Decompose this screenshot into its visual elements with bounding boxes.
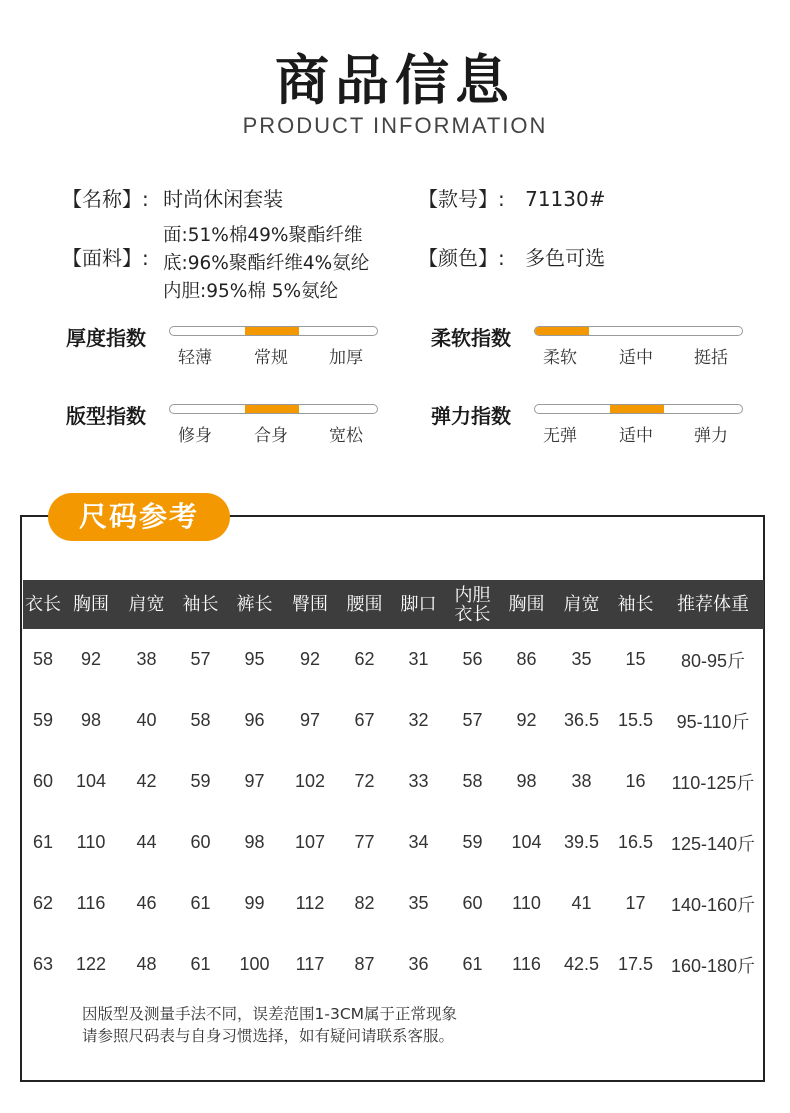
size-chart-title: 尺码参考 [48,493,230,541]
size-note-line: 请参照尺码表与自身习惯选择，如有疑问请联系客服。 [82,1027,455,1045]
thickness-index-bar [169,326,378,336]
table-cell: 92 [516,710,537,730]
material-line: 内胆:95%棉 5%氨纶 [163,281,339,302]
softness-index-fill [535,327,589,335]
table-cell: 38 [571,771,592,791]
table-cell: 36.5 [563,710,600,730]
size-table-header-cell: 衣长 [23,580,63,629]
table-row [23,812,764,873]
table-cell: 112 [295,893,325,913]
table-cell: 57 [190,649,211,669]
table-cell: 98 [80,710,102,730]
table-cell: 82 [354,893,375,913]
page-title: 商品信息 [275,49,515,112]
product-model-label: 【款号】: [418,187,505,211]
size-table-header-cell: 裤长 [227,580,282,629]
size-table-header-cell: 胸围 [499,580,554,629]
table-cell: 72 [354,771,375,791]
table-cell: 140-160斤 [670,894,756,915]
table-cell: 95-110斤 [676,711,750,732]
table-cell: 87 [354,954,375,974]
elasticity-tick: 无弹 [543,426,577,446]
table-cell: 116 [512,954,541,974]
table-cell: 98 [516,771,537,791]
material-label: 【面料】: [62,246,149,270]
table-cell: 125-140斤 [670,833,756,854]
table-row [23,751,764,812]
size-table-header-cell: 脚口 [391,580,446,629]
size-table [23,580,764,995]
table-cell: 36 [408,954,429,974]
material-line: 底:96%聚酯纤维4%氨纶 [163,253,370,274]
size-table-header-cell: 袖长 [174,580,227,629]
product-name-row [62,183,283,212]
size-note-line: 因版型及测量手法不同，误差范围1-3CM属于正常现象 [82,1005,458,1023]
product-name-value: 时尚休闲套装 [163,187,284,211]
table-row [23,629,764,690]
table-cell: 97 [299,710,321,730]
table-cell: 33 [408,771,429,791]
table-cell: 61 [32,832,54,852]
table-cell: 59 [190,771,211,791]
table-cell: 99 [244,893,265,913]
table-cell: 97 [244,771,265,791]
table-cell: 92 [299,649,321,669]
table-cell: 57 [462,710,483,730]
table-cell: 46 [136,893,157,913]
table-cell: 77 [354,832,375,852]
table-cell: 42 [136,771,157,791]
elasticity-index-bar [534,404,743,414]
table-cell: 62 [354,649,375,669]
table-cell: 35 [571,649,592,669]
product-color-value: 多色可选 [525,246,606,270]
table-cell: 48 [136,954,157,974]
table-cell: 96 [244,710,265,730]
table-cell: 116 [76,893,106,913]
table-cell: 60 [190,832,211,852]
size-table-header-cell: 臀围 [282,580,338,629]
size-table-header-cell: 内胆 衣长 [446,580,499,629]
table-cell: 59 [32,710,54,730]
size-table-header-cell: 肩宽 [554,580,609,629]
fit-index-label: 版型指数 [66,404,146,428]
thickness-index-label: 厚度指数 [66,326,146,350]
thickness-tick: 轻薄 [178,348,212,368]
table-row [23,873,764,934]
table-cell: 110 [76,832,106,852]
size-table-header-cell: 袖长 [609,580,662,629]
table-cell: 110-125斤 [671,772,755,793]
table-cell: 35 [408,893,429,913]
table-cell: 60 [32,771,54,791]
table-cell: 56 [462,649,483,669]
table-row [23,934,764,995]
elasticity-tick: 适中 [619,426,653,446]
table-cell: 32 [408,710,429,730]
fit-tick: 合身 [254,426,288,446]
size-table-header-cell: 腰围 [338,580,391,629]
table-cell: 122 [75,954,107,974]
table-cell: 16 [625,771,646,791]
table-cell: 42.5 [563,954,600,974]
elasticity-index-label: 弹力指数 [431,404,511,428]
table-cell: 58 [32,649,54,669]
product-name-label: 【名称】: [62,187,149,211]
size-table-header-cell: 肩宽 [119,580,174,629]
table-cell: 63 [32,954,54,974]
material-line: 面:51%棉49%聚酯纤维 [163,225,363,246]
page-subtitle: PRODUCT INFORMATION [242,113,548,138]
table-cell: 61 [190,954,211,974]
thickness-index-fill [245,327,299,335]
softness-tick: 柔软 [543,348,577,368]
product-color-row [418,242,605,271]
thickness-tick: 常规 [254,348,288,368]
table-cell: 100 [239,954,270,974]
table-cell: 61 [462,954,483,974]
fit-tick: 宽松 [329,426,363,446]
softness-index-label: 柔软指数 [431,326,511,350]
table-cell: 86 [516,649,537,669]
elasticity-tick: 弹力 [694,426,728,446]
fit-index-fill [245,405,299,413]
table-row [23,690,764,751]
table-cell: 117 [295,954,325,974]
table-cell: 160-180斤 [670,955,756,976]
table-cell: 98 [244,832,265,852]
size-note [82,1003,457,1047]
table-cell: 38 [136,649,157,669]
table-cell: 61 [190,893,211,913]
table-cell: 110 [512,893,541,913]
table-cell: 104 [75,771,107,791]
product-model-row [418,183,606,212]
softness-tick: 挺括 [694,348,728,368]
table-cell: 102 [294,771,326,791]
table-cell: 34 [408,832,429,852]
fit-index-bar [169,404,378,414]
thickness-tick: 加厚 [329,348,363,368]
product-model-value: 71130# [525,187,606,211]
table-cell: 39.5 [563,832,600,852]
softness-tick: 适中 [619,348,653,368]
table-cell: 107 [294,832,326,852]
table-cell: 17.5 [617,954,654,974]
table-cell: 15 [625,649,646,669]
table-cell: 92 [80,649,102,669]
table-cell: 59 [462,832,483,852]
table-cell: 41 [571,893,592,913]
size-table-header [23,580,764,629]
table-cell: 44 [136,832,157,852]
table-cell: 67 [354,710,375,730]
table-cell: 58 [462,771,483,791]
elasticity-index-fill [610,405,664,413]
table-cell: 95 [244,649,265,669]
size-table-header-cell: 胸围 [63,580,119,629]
table-cell: 31 [408,649,429,669]
material-composition [163,222,369,306]
size-table-header-cell: 推荐体重 [662,580,764,629]
table-cell: 80-95斤 [680,650,746,671]
table-cell: 60 [462,893,483,913]
table-cell: 16.5 [617,832,654,852]
table-cell: 58 [190,710,211,730]
table-cell: 62 [32,893,54,913]
table-cell: 104 [511,832,542,852]
table-cell: 40 [136,710,157,730]
table-cell: 17 [625,893,646,913]
fit-tick: 修身 [178,426,212,446]
product-color-label: 【颜色】: [418,246,505,270]
softness-index-bar [534,326,743,336]
table-cell: 15.5 [617,710,654,730]
